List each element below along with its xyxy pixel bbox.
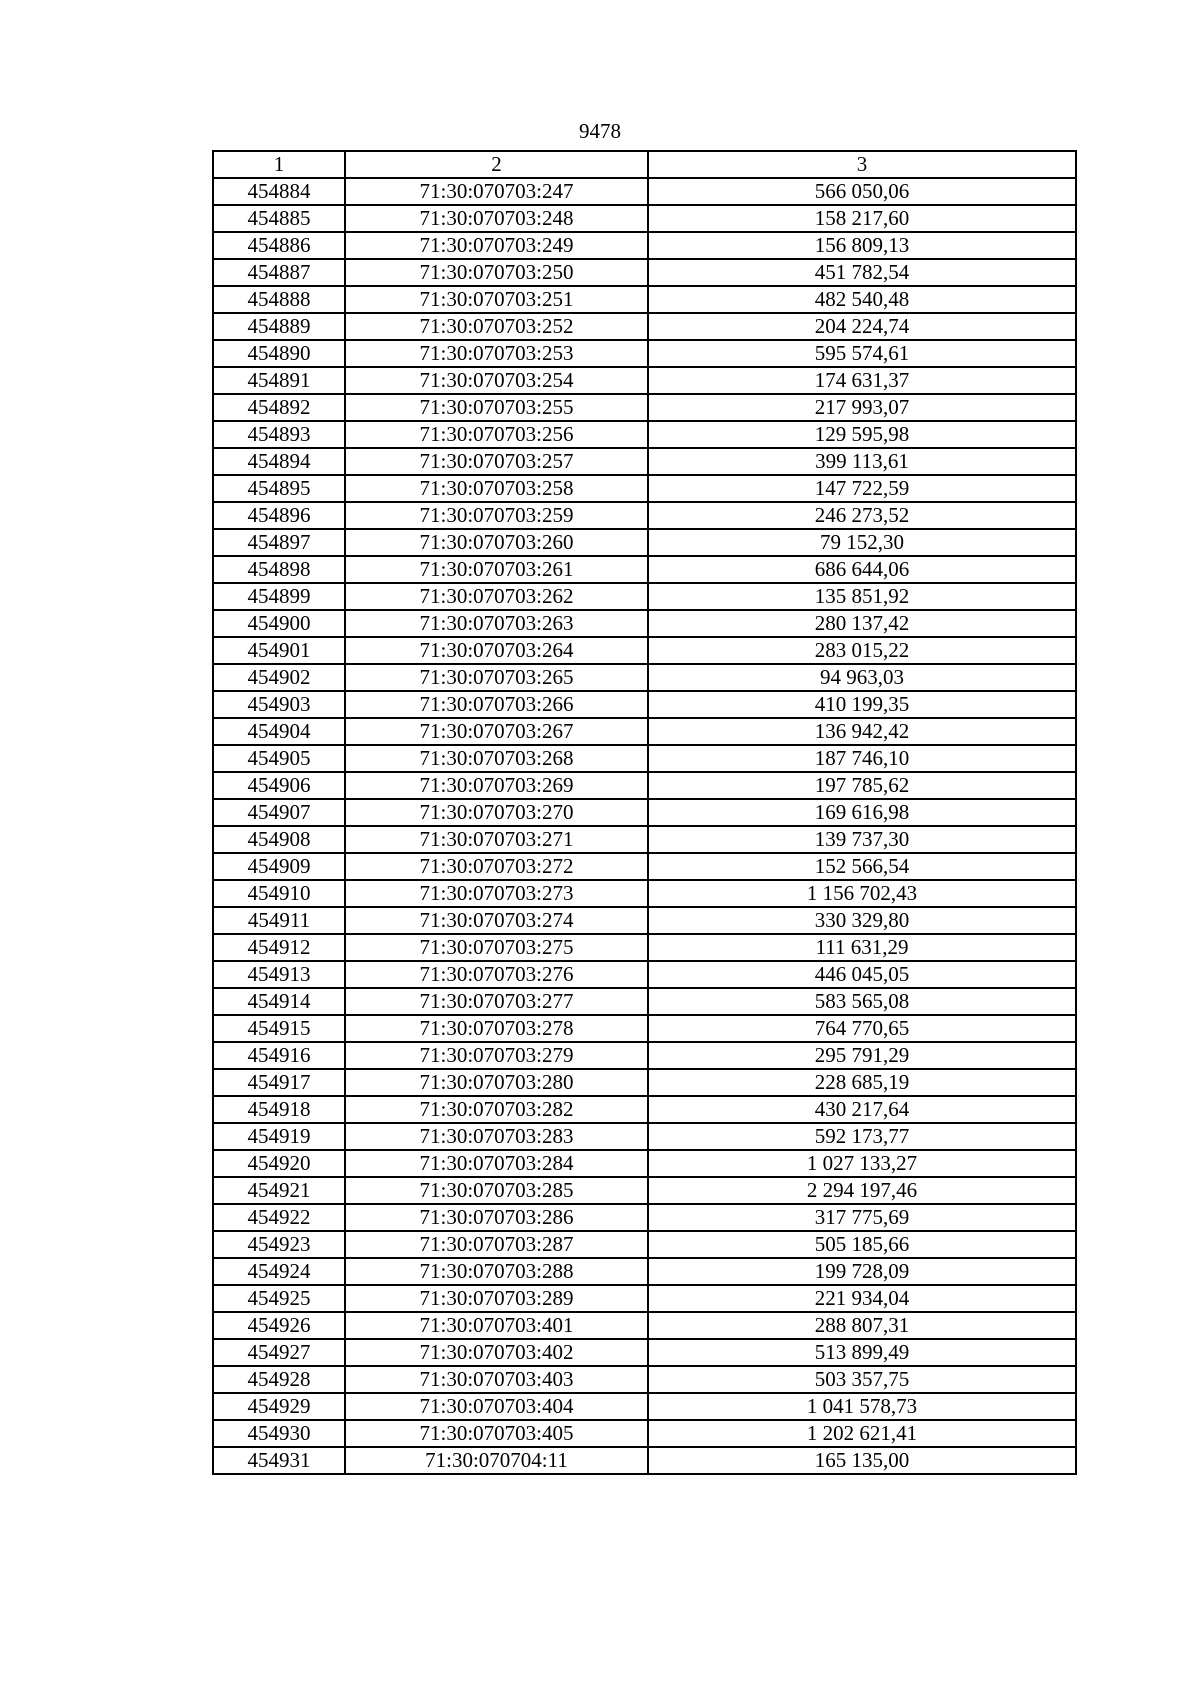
table-row: [213, 664, 1076, 691]
row-number-cell: 454919: [213, 1123, 345, 1150]
data-table: [212, 150, 1077, 1475]
cadastral-number-cell: 71:30:070703:247: [345, 178, 648, 205]
table-row: [213, 799, 1076, 826]
cadastral-number-cell: 71:30:070703:282: [345, 1096, 648, 1123]
cadastral-number-cell: 71:30:070703:280: [345, 1069, 648, 1096]
row-number-cell: 454929: [213, 1393, 345, 1420]
value-cell: 686 644,06: [648, 556, 1076, 583]
row-number-cell: 454887: [213, 259, 345, 286]
cadastral-number-cell: 71:30:070703:285: [345, 1177, 648, 1204]
table-row: [213, 475, 1076, 502]
row-number-cell: 454885: [213, 205, 345, 232]
value-cell: 221 934,04: [648, 1285, 1076, 1312]
value-cell: 217 993,07: [648, 394, 1076, 421]
row-number-cell: 454889: [213, 313, 345, 340]
table-row: [213, 1204, 1076, 1231]
cadastral-number-cell: 71:30:070703:404: [345, 1393, 648, 1420]
table-row: [213, 583, 1076, 610]
table-row: [213, 448, 1076, 475]
cadastral-number-cell: 71:30:070703:273: [345, 880, 648, 907]
row-number-cell: 454924: [213, 1258, 345, 1285]
value-cell: 1 202 621,41: [648, 1420, 1076, 1447]
value-cell: 136 942,42: [648, 718, 1076, 745]
value-cell: 295 791,29: [648, 1042, 1076, 1069]
row-number-cell: 454916: [213, 1042, 345, 1069]
cadastral-number-cell: 71:30:070703:257: [345, 448, 648, 475]
table-row: [213, 1096, 1076, 1123]
table-row: [213, 691, 1076, 718]
table-row: [213, 934, 1076, 961]
cadastral-number-cell: 71:30:070703:251: [345, 286, 648, 313]
row-number-cell: 454902: [213, 664, 345, 691]
table-row: [213, 313, 1076, 340]
value-cell: 399 113,61: [648, 448, 1076, 475]
value-cell: 1 027 133,27: [648, 1150, 1076, 1177]
value-cell: 288 807,31: [648, 1312, 1076, 1339]
cadastral-number-cell: 71:30:070703:289: [345, 1285, 648, 1312]
value-cell: 1 041 578,73: [648, 1393, 1076, 1420]
value-cell: 197 785,62: [648, 772, 1076, 799]
value-cell: 187 746,10: [648, 745, 1076, 772]
table-row: [213, 1042, 1076, 1069]
table-row: [213, 637, 1076, 664]
cadastral-number-cell: 71:30:070703:284: [345, 1150, 648, 1177]
table-row: [213, 1069, 1076, 1096]
value-cell: 566 050,06: [648, 178, 1076, 205]
cadastral-number-cell: 71:30:070703:266: [345, 691, 648, 718]
row-number-cell: 454928: [213, 1366, 345, 1393]
row-number-cell: 454906: [213, 772, 345, 799]
value-cell: 446 045,05: [648, 961, 1076, 988]
table-row: [213, 880, 1076, 907]
value-cell: 451 782,54: [648, 259, 1076, 286]
table-header-row: [213, 151, 1076, 178]
row-number-cell: 454896: [213, 502, 345, 529]
cadastral-number-cell: 71:30:070703:265: [345, 664, 648, 691]
cadastral-number-cell: 71:30:070703:250: [345, 259, 648, 286]
cadastral-number-cell: 71:30:070703:262: [345, 583, 648, 610]
value-cell: 158 217,60: [648, 205, 1076, 232]
value-cell: 482 540,48: [648, 286, 1076, 313]
table-row: [213, 1231, 1076, 1258]
value-cell: 330 329,80: [648, 907, 1076, 934]
value-cell: 280 137,42: [648, 610, 1076, 637]
cadastral-number-cell: 71:30:070703:259: [345, 502, 648, 529]
row-number-cell: 454913: [213, 961, 345, 988]
table-row: [213, 1123, 1076, 1150]
table-row: [213, 1339, 1076, 1366]
row-number-cell: 454930: [213, 1420, 345, 1447]
row-number-cell: 454886: [213, 232, 345, 259]
value-cell: 156 809,13: [648, 232, 1076, 259]
cadastral-number-cell: 71:30:070703:256: [345, 421, 648, 448]
row-number-cell: 454888: [213, 286, 345, 313]
table-row: [213, 1150, 1076, 1177]
table-row: [213, 556, 1076, 583]
table-row: [213, 1366, 1076, 1393]
row-number-cell: 454917: [213, 1069, 345, 1096]
row-number-cell: 454920: [213, 1150, 345, 1177]
row-number-cell: 454895: [213, 475, 345, 502]
cadastral-number-cell: 71:30:070703:403: [345, 1366, 648, 1393]
cadastral-number-cell: 71:30:070703:276: [345, 961, 648, 988]
row-number-cell: 454907: [213, 799, 345, 826]
row-number-cell: 454884: [213, 178, 345, 205]
table-row: [213, 394, 1076, 421]
cadastral-number-cell: 71:30:070703:271: [345, 826, 648, 853]
table-row: [213, 961, 1076, 988]
table-body: [213, 178, 1076, 1474]
table-row: [213, 421, 1076, 448]
row-number-cell: 454921: [213, 1177, 345, 1204]
value-cell: 283 015,22: [648, 637, 1076, 664]
table-row: [213, 988, 1076, 1015]
row-number-cell: 454900: [213, 610, 345, 637]
table-row: [213, 529, 1076, 556]
row-number-cell: 454914: [213, 988, 345, 1015]
value-cell: 199 728,09: [648, 1258, 1076, 1285]
table-row: [213, 259, 1076, 286]
row-number-cell: 454922: [213, 1204, 345, 1231]
row-number-cell: 454910: [213, 880, 345, 907]
cadastral-number-cell: 71:30:070703:274: [345, 907, 648, 934]
value-cell: 135 851,92: [648, 583, 1076, 610]
cadastral-number-cell: 71:30:070703:287: [345, 1231, 648, 1258]
value-cell: 503 357,75: [648, 1366, 1076, 1393]
column-header-1: 1: [213, 151, 345, 178]
row-number-cell: 454927: [213, 1339, 345, 1366]
value-cell: 430 217,64: [648, 1096, 1076, 1123]
table-row: [213, 745, 1076, 772]
row-number-cell: 454911: [213, 907, 345, 934]
cadastral-number-cell: 71:30:070703:278: [345, 1015, 648, 1042]
row-number-cell: 454892: [213, 394, 345, 421]
table-row: [213, 610, 1076, 637]
row-number-cell: 454899: [213, 583, 345, 610]
row-number-cell: 454912: [213, 934, 345, 961]
value-cell: 505 185,66: [648, 1231, 1076, 1258]
cadastral-number-cell: 71:30:070703:272: [345, 853, 648, 880]
cadastral-number-cell: 71:30:070703:279: [345, 1042, 648, 1069]
row-number-cell: 454891: [213, 367, 345, 394]
value-cell: 410 199,35: [648, 691, 1076, 718]
table-row: [213, 1447, 1076, 1474]
value-cell: 595 574,61: [648, 340, 1076, 367]
row-number-cell: 454904: [213, 718, 345, 745]
cadastral-number-cell: 71:30:070703:402: [345, 1339, 648, 1366]
row-number-cell: 454915: [213, 1015, 345, 1042]
table-row: [213, 853, 1076, 880]
cadastral-number-cell: 71:30:070703:288: [345, 1258, 648, 1285]
row-number-cell: 454909: [213, 853, 345, 880]
cadastral-number-cell: 71:30:070703:401: [345, 1312, 648, 1339]
table-row: [213, 907, 1076, 934]
value-cell: 204 224,74: [648, 313, 1076, 340]
cadastral-number-cell: 71:30:070703:248: [345, 205, 648, 232]
cadastral-number-cell: 71:30:070703:255: [345, 394, 648, 421]
cadastral-number-cell: 71:30:070703:270: [345, 799, 648, 826]
cadastral-number-cell: 71:30:070703:252: [345, 313, 648, 340]
cadastral-number-cell: 71:30:070703:249: [345, 232, 648, 259]
value-cell: 147 722,59: [648, 475, 1076, 502]
cadastral-number-cell: 71:30:070703:268: [345, 745, 648, 772]
cadastral-number-cell: 71:30:070703:269: [345, 772, 648, 799]
cadastral-number-cell: 71:30:070703:258: [345, 475, 648, 502]
table-row: [213, 367, 1076, 394]
table-header: [213, 151, 1076, 178]
table-row: [213, 1420, 1076, 1447]
row-number-cell: 454923: [213, 1231, 345, 1258]
row-number-cell: 454894: [213, 448, 345, 475]
value-cell: 152 566,54: [648, 853, 1076, 880]
value-cell: 79 152,30: [648, 529, 1076, 556]
row-number-cell: 454931: [213, 1447, 345, 1474]
value-cell: 1 156 702,43: [648, 880, 1076, 907]
table-row: [213, 1285, 1076, 1312]
cadastral-number-cell: 71:30:070703:253: [345, 340, 648, 367]
row-number-cell: 454890: [213, 340, 345, 367]
table-row: [213, 232, 1076, 259]
row-number-cell: 454918: [213, 1096, 345, 1123]
value-cell: 94 963,03: [648, 664, 1076, 691]
value-cell: 174 631,37: [648, 367, 1076, 394]
table-row: [213, 1393, 1076, 1420]
column-header-2: 2: [345, 151, 648, 178]
cadastral-number-cell: 71:30:070703:405: [345, 1420, 648, 1447]
value-cell: 513 899,49: [648, 1339, 1076, 1366]
value-cell: 165 135,00: [648, 1447, 1076, 1474]
row-number-cell: 454897: [213, 529, 345, 556]
value-cell: 583 565,08: [648, 988, 1076, 1015]
table-row: [213, 718, 1076, 745]
value-cell: 169 616,98: [648, 799, 1076, 826]
row-number-cell: 454903: [213, 691, 345, 718]
cadastral-number-cell: 71:30:070703:286: [345, 1204, 648, 1231]
value-cell: 139 737,30: [648, 826, 1076, 853]
table-row: [213, 286, 1076, 313]
table-row: [213, 772, 1076, 799]
cadastral-number-cell: 71:30:070703:283: [345, 1123, 648, 1150]
cadastral-number-cell: 71:30:070703:264: [345, 637, 648, 664]
cadastral-number-cell: 71:30:070703:275: [345, 934, 648, 961]
value-cell: 129 595,98: [648, 421, 1076, 448]
row-number-cell: 454893: [213, 421, 345, 448]
value-cell: 111 631,29: [648, 934, 1076, 961]
row-number-cell: 454905: [213, 745, 345, 772]
cadastral-number-cell: 71:30:070703:261: [345, 556, 648, 583]
cadastral-number-cell: 71:30:070704:11: [345, 1447, 648, 1474]
page-number: 9478: [579, 119, 621, 143]
table-row: [213, 340, 1076, 367]
value-cell: 246 273,52: [648, 502, 1076, 529]
row-number-cell: 454898: [213, 556, 345, 583]
cadastral-number-cell: 71:30:070703:277: [345, 988, 648, 1015]
table-row: [213, 1177, 1076, 1204]
column-header-3: 3: [648, 151, 1076, 178]
value-cell: 592 173,77: [648, 1123, 1076, 1150]
row-number-cell: 454925: [213, 1285, 345, 1312]
table-row: [213, 826, 1076, 853]
value-cell: 317 775,69: [648, 1204, 1076, 1231]
table-row: [213, 1015, 1076, 1042]
value-cell: 228 685,19: [648, 1069, 1076, 1096]
row-number-cell: 454926: [213, 1312, 345, 1339]
table-row: [213, 502, 1076, 529]
table-row: [213, 178, 1076, 205]
cadastral-number-cell: 71:30:070703:267: [345, 718, 648, 745]
cadastral-number-cell: 71:30:070703:263: [345, 610, 648, 637]
cadastral-number-cell: 71:30:070703:254: [345, 367, 648, 394]
row-number-cell: 454908: [213, 826, 345, 853]
value-cell: 2 294 197,46: [648, 1177, 1076, 1204]
value-cell: 764 770,65: [648, 1015, 1076, 1042]
table-row: [213, 1312, 1076, 1339]
row-number-cell: 454901: [213, 637, 345, 664]
table-row: [213, 1258, 1076, 1285]
table-row: [213, 205, 1076, 232]
cadastral-number-cell: 71:30:070703:260: [345, 529, 648, 556]
